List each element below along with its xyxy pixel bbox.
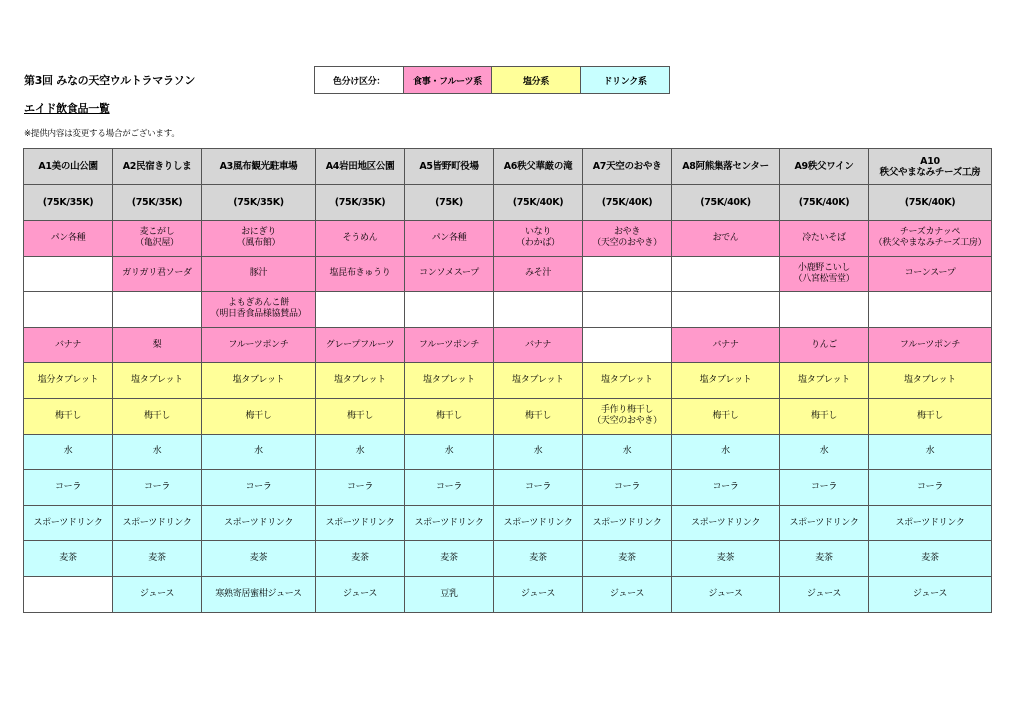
- item-cell: [780, 541, 869, 577]
- item-cell: [869, 470, 992, 506]
- item-cell: [202, 576, 316, 612]
- item-name: 水: [254, 446, 263, 457]
- item-cell: [780, 363, 869, 399]
- item-name: コーラ: [435, 481, 463, 492]
- item-cell: [113, 470, 202, 506]
- item-name: 麦茶: [440, 553, 458, 564]
- empty-cell: [316, 292, 405, 328]
- station-name: A9秩父ワイン: [794, 161, 854, 172]
- item-cell: [405, 256, 494, 292]
- station-distance: (75K/35K): [113, 185, 202, 221]
- distance-row: [24, 185, 992, 221]
- item-row-drink: [24, 541, 992, 577]
- item-cell: [202, 541, 316, 577]
- empty-cell: [405, 292, 494, 328]
- item-cell: [780, 434, 869, 470]
- item-name: 塩タブレット: [601, 375, 653, 386]
- item-cell: [202, 505, 316, 541]
- item-name: 塩タブレット: [131, 375, 183, 386]
- item-name: コーラ: [613, 481, 641, 492]
- station-distance: (75K/40K): [583, 185, 672, 221]
- item-name: ジュース: [139, 588, 175, 599]
- item-name: ジュース: [342, 588, 378, 599]
- station-name: A8阿熊集落センター: [682, 161, 769, 172]
- item-cell: [869, 541, 992, 577]
- legend-salt: 塩分系: [492, 67, 581, 94]
- item-row-salt: [24, 398, 992, 434]
- item-cell: [780, 398, 869, 434]
- station-distance: (75K/40K): [494, 185, 583, 221]
- item-cell: [405, 363, 494, 399]
- station-distance: (75K/40K): [672, 185, 780, 221]
- item-cell: [24, 541, 113, 577]
- item-name: スポーツドリンク: [592, 517, 662, 528]
- station-name-cell: [869, 149, 992, 185]
- item-name: 麦茶: [249, 553, 268, 564]
- item-cell: [672, 221, 780, 257]
- header-row: [24, 149, 992, 185]
- item-cell: [583, 398, 672, 434]
- item-name: 麦こがし: [139, 227, 175, 238]
- item-cell: [869, 398, 992, 434]
- item-cell: [672, 434, 780, 470]
- station-name-cell: [24, 149, 113, 185]
- item-name: 麦茶: [351, 553, 369, 564]
- item-name: スポーツドリンク: [122, 517, 192, 528]
- item-name: スポーツドリンク: [789, 517, 859, 528]
- item-name: 梅干し: [810, 410, 838, 421]
- item-name: 梅干し: [435, 410, 463, 421]
- item-provider: （八宮松雪堂）: [793, 273, 855, 284]
- item-cell: [583, 363, 672, 399]
- item-name: いなり: [524, 227, 552, 238]
- item-name: 麦茶: [618, 553, 636, 564]
- item-cell: [113, 576, 202, 612]
- empty-cell: [583, 256, 672, 292]
- item-name: そうめん: [342, 232, 378, 243]
- station-name-cell: [405, 149, 494, 185]
- legend-label: 色分け区分：: [315, 67, 404, 94]
- item-name: 塩タブレット: [512, 375, 564, 386]
- item-cell: [202, 292, 316, 328]
- item-provider: （風布館）: [236, 238, 281, 249]
- item-cell: [113, 505, 202, 541]
- empty-cell: [24, 256, 113, 292]
- item-cell: [202, 363, 316, 399]
- item-cell: [672, 398, 780, 434]
- document-subtitle: エイド飲食品一覧: [24, 102, 110, 115]
- item-cell: [316, 327, 405, 363]
- item-name: みそ汁: [524, 268, 552, 279]
- item-name: コーンスープ: [904, 268, 956, 279]
- item-name: 水: [533, 446, 543, 457]
- document-title: 第3回 みなの天空ウルトラマラソン: [24, 74, 196, 87]
- item-name: コーラ: [245, 481, 272, 492]
- item-name: 寒熟寄居蜜柑ジュース: [215, 588, 302, 599]
- station-name: A7天空のおやき: [592, 161, 662, 172]
- item-cell: [24, 398, 113, 434]
- item-cell: [780, 256, 869, 292]
- item-cell: [113, 327, 202, 363]
- station-name-line2: 秩父やまなみチーズ工房: [879, 166, 981, 178]
- item-name: ジュース: [708, 588, 743, 599]
- item-name: スポーツドリンク: [223, 517, 294, 528]
- item-cell: [672, 470, 780, 506]
- item-row-food: [24, 292, 992, 328]
- item-name: 梅干し: [916, 410, 944, 421]
- item-name: 梅干し: [143, 410, 171, 421]
- station-name: A3風布観光駐車場: [219, 161, 298, 172]
- item-cell: [24, 221, 113, 257]
- item-name: 水: [152, 446, 162, 457]
- item-cell: [316, 363, 405, 399]
- item-cell: [202, 327, 316, 363]
- station-name-cell: [494, 149, 583, 185]
- item-cell: [494, 541, 583, 577]
- empty-cell: [24, 576, 113, 612]
- item-name: スポーツドリンク: [895, 517, 965, 528]
- legend-drink: ドリンク系: [581, 67, 670, 94]
- item-cell: [780, 505, 869, 541]
- station-name: A10: [920, 155, 940, 167]
- empty-cell: [672, 292, 780, 328]
- item-cell: [494, 256, 583, 292]
- item-name: スポーツドリンク: [503, 517, 573, 528]
- item-provider: （秩父やまなみチーズ工房）: [873, 238, 987, 249]
- item-cell: [24, 505, 113, 541]
- item-name: コーラ: [346, 481, 374, 492]
- item-name: パン各種: [50, 232, 86, 243]
- item-cell: [494, 434, 583, 470]
- item-row-drink: [24, 434, 992, 470]
- station-name-cell: [672, 149, 780, 185]
- empty-cell: [583, 327, 672, 363]
- item-name: コーラ: [54, 481, 82, 492]
- station-name-cell: [780, 149, 869, 185]
- item-cell: [316, 576, 405, 612]
- item-name: 梅干し: [346, 410, 374, 421]
- item-cell: [24, 363, 113, 399]
- item-name: 豆乳: [440, 588, 458, 599]
- change-notice: ※提供内容は変更する場合がございます。: [24, 129, 180, 139]
- item-cell: [869, 256, 992, 292]
- item-cell: [583, 434, 672, 470]
- item-name: 塩タブレット: [699, 375, 752, 386]
- item-name: スポーツドリンク: [414, 517, 484, 528]
- station-name: A2民宿きりしま: [122, 161, 192, 172]
- item-cell: [494, 576, 583, 612]
- station-distance: (75K/35K): [316, 185, 405, 221]
- station-name-cell: [113, 149, 202, 185]
- item-name: 手作り梅干し: [600, 405, 654, 416]
- item-name: コンソメスープ: [419, 268, 479, 279]
- item-cell: [405, 541, 494, 577]
- empty-cell: [24, 292, 113, 328]
- item-cell: [780, 576, 869, 612]
- item-cell: [583, 576, 672, 612]
- item-name: コーラ: [524, 481, 552, 492]
- item-name: フルーツポンチ: [418, 339, 480, 350]
- item-name: 梨: [152, 339, 162, 350]
- station-name-cell: [316, 149, 405, 185]
- item-cell: [202, 434, 316, 470]
- item-cell: [202, 470, 316, 506]
- item-row-food: [24, 327, 992, 363]
- item-cell: [405, 221, 494, 257]
- item-cell: [583, 221, 672, 257]
- item-cell: [869, 327, 992, 363]
- item-name: 塩タブレット: [798, 375, 850, 386]
- item-cell: [24, 434, 113, 470]
- empty-cell: [583, 292, 672, 328]
- item-cell: [494, 363, 583, 399]
- item-cell: [780, 470, 869, 506]
- item-name: チーズカナッペ: [899, 227, 961, 238]
- item-name: 梅干し: [245, 410, 272, 421]
- item-cell: [869, 363, 992, 399]
- item-name: コーラ: [143, 481, 171, 492]
- item-name: 梅干し: [712, 410, 739, 421]
- item-cell: [316, 398, 405, 434]
- item-cell: [494, 327, 583, 363]
- item-name: コーラ: [916, 481, 944, 492]
- item-cell: [494, 505, 583, 541]
- station-distance: (75K/35K): [202, 185, 316, 221]
- item-name: 麦茶: [148, 553, 166, 564]
- item-row-food: [24, 256, 992, 292]
- item-name: 塩タブレット: [423, 375, 475, 386]
- station-distance: (75K/40K): [869, 185, 992, 221]
- station-name-cell: [583, 149, 672, 185]
- item-provider: （天空のおやき）: [592, 416, 662, 427]
- item-name: 水: [925, 446, 935, 457]
- item-cell: [583, 505, 672, 541]
- station-distance: (75K): [405, 185, 494, 221]
- item-cell: [113, 363, 202, 399]
- item-name: スポーツドリンク: [690, 517, 761, 528]
- item-cell: [113, 221, 202, 257]
- item-cell: [494, 398, 583, 434]
- item-cell: [780, 221, 869, 257]
- item-cell: [405, 576, 494, 612]
- item-row-drink: [24, 576, 992, 612]
- item-cell: [583, 470, 672, 506]
- item-name: おでん: [712, 232, 739, 243]
- item-cell: [316, 221, 405, 257]
- aid-station-table: [23, 148, 992, 613]
- item-name: 水: [819, 446, 829, 457]
- item-cell: [113, 434, 202, 470]
- station-distance: (75K/35K): [24, 185, 113, 221]
- item-cell: [672, 541, 780, 577]
- item-cell: [405, 327, 494, 363]
- item-cell: [869, 505, 992, 541]
- item-name: コーラ: [712, 481, 739, 492]
- item-cell: [672, 363, 780, 399]
- station-name: A6秩父華厳の滝: [503, 161, 573, 172]
- item-name: りんご: [810, 339, 838, 350]
- item-cell: [24, 470, 113, 506]
- item-name: ジュース: [609, 588, 645, 599]
- item-name: バナナ: [54, 339, 82, 350]
- item-cell: [202, 221, 316, 257]
- item-name: 水: [444, 446, 454, 457]
- item-provider: （わかば）: [516, 238, 560, 249]
- item-cell: [583, 541, 672, 577]
- item-cell: [869, 221, 992, 257]
- item-cell: [494, 221, 583, 257]
- station-distance: (75K/40K): [780, 185, 869, 221]
- item-cell: [113, 256, 202, 292]
- item-name: おやき: [613, 227, 641, 238]
- item-name: コーラ: [810, 481, 838, 492]
- item-name: 塩タブレット: [232, 375, 285, 386]
- item-cell: [113, 541, 202, 577]
- item-row-salt: [24, 363, 992, 399]
- item-provider: （明日香食品様協賛品）: [210, 309, 307, 320]
- item-cell: [494, 470, 583, 506]
- item-name: 水: [355, 446, 365, 457]
- item-name: ガリガリ君ソーダ: [122, 268, 192, 279]
- color-legend: [314, 66, 670, 94]
- item-name: グレープフルーツ: [325, 339, 395, 350]
- item-cell: [316, 434, 405, 470]
- item-name: ジュース: [806, 588, 842, 599]
- item-name: ジュース: [912, 588, 948, 599]
- station-name-cell: [202, 149, 316, 185]
- item-cell: [869, 434, 992, 470]
- item-cell: [316, 470, 405, 506]
- item-row-drink: [24, 505, 992, 541]
- station-name: A1美の山公園: [38, 161, 98, 172]
- item-cell: [316, 541, 405, 577]
- item-name: よもぎあんこ餅: [228, 298, 289, 309]
- empty-cell: [672, 256, 780, 292]
- item-name: 麦茶: [815, 553, 833, 564]
- legend-food: 食事・フルーツ系: [404, 67, 492, 94]
- item-name: 水: [63, 446, 73, 457]
- item-name: 梅干し: [524, 410, 552, 421]
- item-name: 梅干し: [54, 410, 82, 421]
- station-name: A4岩田地区公園: [325, 161, 395, 172]
- item-name: 塩タブレット: [334, 375, 386, 386]
- item-name: フルーツポンチ: [228, 339, 289, 350]
- item-name: 麦茶: [716, 553, 735, 564]
- item-name: フルーツポンチ: [899, 339, 961, 350]
- item-cell: [202, 398, 316, 434]
- item-provider: （亀沢屋）: [135, 238, 179, 249]
- empty-cell: [113, 292, 202, 328]
- item-cell: [672, 327, 780, 363]
- item-row-food: [24, 221, 992, 257]
- item-row-drink: [24, 470, 992, 506]
- item-cell: [405, 470, 494, 506]
- item-cell: [672, 576, 780, 612]
- item-name: パン各種: [431, 232, 467, 243]
- empty-cell: [869, 292, 992, 328]
- empty-cell: [494, 292, 583, 328]
- item-name: 水: [721, 446, 730, 457]
- item-provider: （天空のおやき）: [592, 238, 662, 249]
- item-cell: [405, 434, 494, 470]
- item-name: 小鹿野こいし: [797, 262, 851, 273]
- item-name: 麦茶: [529, 553, 547, 564]
- item-cell: [202, 256, 316, 292]
- empty-cell: [780, 292, 869, 328]
- item-name: スポーツドリンク: [325, 517, 395, 528]
- item-name: おにぎり: [241, 227, 276, 238]
- item-name: 塩昆布きゅうり: [329, 268, 391, 279]
- item-name: バナナ: [524, 339, 552, 350]
- item-name: 冷たいそば: [802, 232, 846, 243]
- station-name: A5皆野町役場: [419, 161, 479, 172]
- item-cell: [672, 505, 780, 541]
- item-cell: [780, 327, 869, 363]
- item-cell: [316, 256, 405, 292]
- item-cell: [24, 327, 113, 363]
- item-name: バナナ: [712, 339, 739, 350]
- item-cell: [869, 576, 992, 612]
- item-name: 水: [622, 446, 632, 457]
- item-name: 塩分タブレット: [37, 375, 99, 386]
- item-name: 麦茶: [59, 553, 77, 564]
- item-name: 豚汁: [249, 268, 268, 279]
- item-cell: [113, 398, 202, 434]
- item-name: スポーツドリンク: [33, 517, 103, 528]
- item-name: 麦茶: [921, 553, 939, 564]
- item-cell: [405, 505, 494, 541]
- item-name: 塩タブレット: [904, 375, 956, 386]
- item-cell: [405, 398, 494, 434]
- item-cell: [316, 505, 405, 541]
- item-name: ジュース: [520, 588, 556, 599]
